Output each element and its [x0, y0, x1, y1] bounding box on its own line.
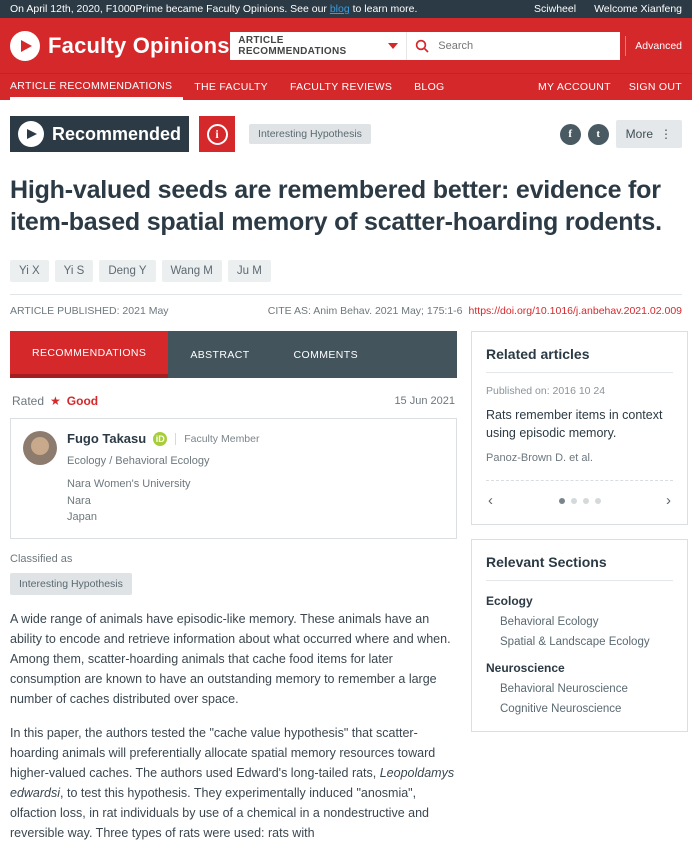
search-scope-dropdown[interactable] — [230, 32, 406, 60]
tab-recommendations[interactable]: RECOMMENDATIONS — [10, 331, 168, 378]
carousel-next-icon[interactable]: › — [666, 492, 671, 510]
search-input[interactable] — [436, 39, 612, 53]
review-paragraph: In this paper, the authors tested the "cache value hypothesis" that scatter-hoarding animals will preferentially allocate spatial memory resources toward higher-valued caches. The authors used Edward's long-tailed rats, Leopoldamys edwardsi, to test this hypothesis. They experimentally induced "anosmia", olfaction loss, in rat individuals by use of a chemical in a nondestructive and reversible way. Three types of rats were used: rats with — [10, 725, 455, 840]
author-pill[interactable]: Yi X — [10, 260, 49, 282]
tab-comments[interactable]: COMMENTS — [293, 348, 358, 361]
affiliation-line: Japan — [67, 511, 97, 523]
twitter-icon[interactable]: t — [588, 124, 609, 145]
advanced-search-link[interactable]: Advanced — [625, 36, 682, 56]
announcement-bar — [0, 0, 692, 18]
page-content — [0, 116, 692, 857]
author-list — [10, 260, 682, 282]
section-head: Neuroscience — [486, 661, 565, 676]
brand-logo[interactable] — [10, 31, 230, 61]
section-item[interactable]: Cognitive Neuroscience — [500, 703, 622, 716]
relevant-sections-title: Relevant Sections — [486, 554, 673, 581]
nav-item-the-faculty[interactable]: THE FACULTY — [194, 81, 268, 93]
faculty-opinions-logo-icon — [10, 31, 40, 61]
section-head: Ecology — [486, 594, 533, 609]
cite-as-label: CITE AS: Anim Behav. 2021 May; 175:1-6 — [267, 305, 463, 317]
header-right — [230, 32, 682, 60]
carousel-dots — [559, 498, 601, 504]
reviewer-field: Ecology / Behavioral Ecology — [67, 455, 210, 467]
orcid-icon[interactable]: iD — [153, 432, 167, 446]
more-button[interactable] — [616, 120, 682, 148]
nav-item-my-account[interactable]: MY ACCOUNT — [538, 81, 611, 93]
reviewer-role: Faculty Member — [175, 433, 259, 445]
relevant-sections-panel — [471, 539, 688, 732]
author-pill[interactable]: Yi S — [55, 260, 94, 282]
carousel-dot[interactable] — [571, 498, 577, 504]
related-published-date: Published on: 2016 10 24 — [486, 385, 606, 397]
reviewer-affiliation — [67, 476, 444, 526]
search-box[interactable] — [406, 32, 620, 60]
chevron-down-icon — [388, 43, 398, 49]
content-tabs — [10, 331, 457, 378]
section-group-ecology — [486, 594, 673, 648]
author-pill[interactable]: Wang M — [162, 260, 222, 282]
content-columns — [10, 331, 682, 857]
main-nav — [0, 73, 692, 100]
related-carousel — [486, 480, 673, 508]
sciwheel-link[interactable]: Sciwheel — [534, 3, 577, 15]
related-article-authors: Panoz-Brown D. et al. — [486, 452, 593, 465]
brand-name: Faculty Opinions — [48, 32, 230, 58]
search-scope-label: ARTICLE RECOMMENDATIONS — [238, 34, 347, 57]
article-meta — [10, 294, 682, 317]
share-actions — [560, 120, 682, 148]
carousel-dot[interactable] — [559, 498, 565, 504]
recommended-label: Recommended — [52, 123, 182, 144]
review-body — [10, 609, 457, 843]
nav-right-group — [529, 74, 682, 100]
nav-item-article-recommendations[interactable]: ARTICLE RECOMMENDATIONS — [10, 74, 183, 100]
rating-value: Good — [66, 394, 99, 408]
classified-tag[interactable]: Interesting Hypothesis — [10, 573, 132, 595]
search-icon — [415, 39, 429, 53]
more-label: More — [625, 127, 653, 141]
tab-abstract[interactable]: ABSTRACT — [190, 348, 250, 361]
vertical-dots-icon: ⋮ — [660, 127, 672, 141]
sidebar — [471, 331, 688, 732]
related-articles-title: Related articles — [486, 346, 673, 373]
related-article-link[interactable]: Rats remember items in context using episodic memory. — [486, 408, 663, 441]
welcome-user-label[interactable]: Welcome Xianfeng — [594, 3, 682, 15]
affiliation-line: Nara Women's University — [67, 478, 191, 490]
page-title: High-valued seeds are remembered better: evidence for item-based spatial memory of scatter-hoarding rodents. — [10, 176, 662, 236]
article-published-label: ARTICLE PUBLISHED: 2021 May — [10, 305, 169, 317]
reviewer-details — [67, 431, 444, 526]
faculty-opinions-mark-icon — [18, 121, 44, 147]
site-header — [0, 18, 692, 73]
recommended-badge — [10, 116, 189, 152]
review-paragraph: A wide range of animals have episodic-like memory. These animals have an ability to encode and retrieve information about what occurred where and when. Among them, scatter-hoarding animals that cache food items for later consumption are known to have an outstanding memory to remember a large number of caches distributed over space. — [10, 611, 451, 706]
recommended-info-button[interactable] — [199, 116, 235, 152]
star-icon: ★ — [50, 394, 61, 408]
nav-item-faculty-reviews[interactable]: FACULTY REVIEWS — [289, 81, 393, 93]
banner-tag[interactable]: Interesting Hypothesis — [249, 124, 371, 144]
avatar — [23, 431, 57, 465]
reviewer-card — [10, 418, 457, 539]
carousel-dot[interactable] — [583, 498, 589, 504]
author-pill[interactable]: Ju M — [228, 260, 271, 282]
author-pill[interactable]: Deng Y — [99, 260, 155, 282]
carousel-dot[interactable] — [595, 498, 601, 504]
section-group-neuroscience — [486, 661, 673, 715]
main-column — [10, 331, 457, 857]
nav-item-sign-out[interactable]: SIGN OUT — [628, 81, 682, 93]
facebook-icon[interactable]: f — [560, 124, 581, 145]
rated-label: Rated — [12, 394, 45, 408]
section-item[interactable]: Spatial & Landscape Ecology — [500, 636, 650, 649]
recommendation-date: 15 Jun 2021 — [394, 395, 455, 407]
article-citation — [268, 305, 682, 317]
nav-item-blog[interactable]: BLOG — [414, 81, 445, 93]
related-articles-panel — [471, 331, 688, 525]
section-item[interactable]: Behavioral Ecology — [500, 616, 599, 629]
reviewer-name-row — [67, 431, 444, 446]
reviewer-name[interactable]: Fugo Takasu — [67, 431, 147, 446]
section-item[interactable]: Behavioral Neuroscience — [500, 683, 628, 696]
classified-as-label: Classified as — [10, 552, 73, 565]
affiliation-line: Nara — [67, 494, 91, 507]
blog-link[interactable]: blog — [329, 3, 350, 15]
announcement-text: On April 12th, 2020, F1000Prime became Faculty Opinions. See our blog to learn more. — [10, 3, 418, 15]
doi-link[interactable]: https://doi.org/10.1016/j.anbehav.2021.02.009 — [468, 305, 682, 317]
info-icon: i — [207, 124, 228, 145]
carousel-prev-icon[interactable]: ‹ — [488, 492, 493, 510]
recommended-banner-row — [10, 116, 682, 152]
rating-row — [10, 394, 457, 408]
